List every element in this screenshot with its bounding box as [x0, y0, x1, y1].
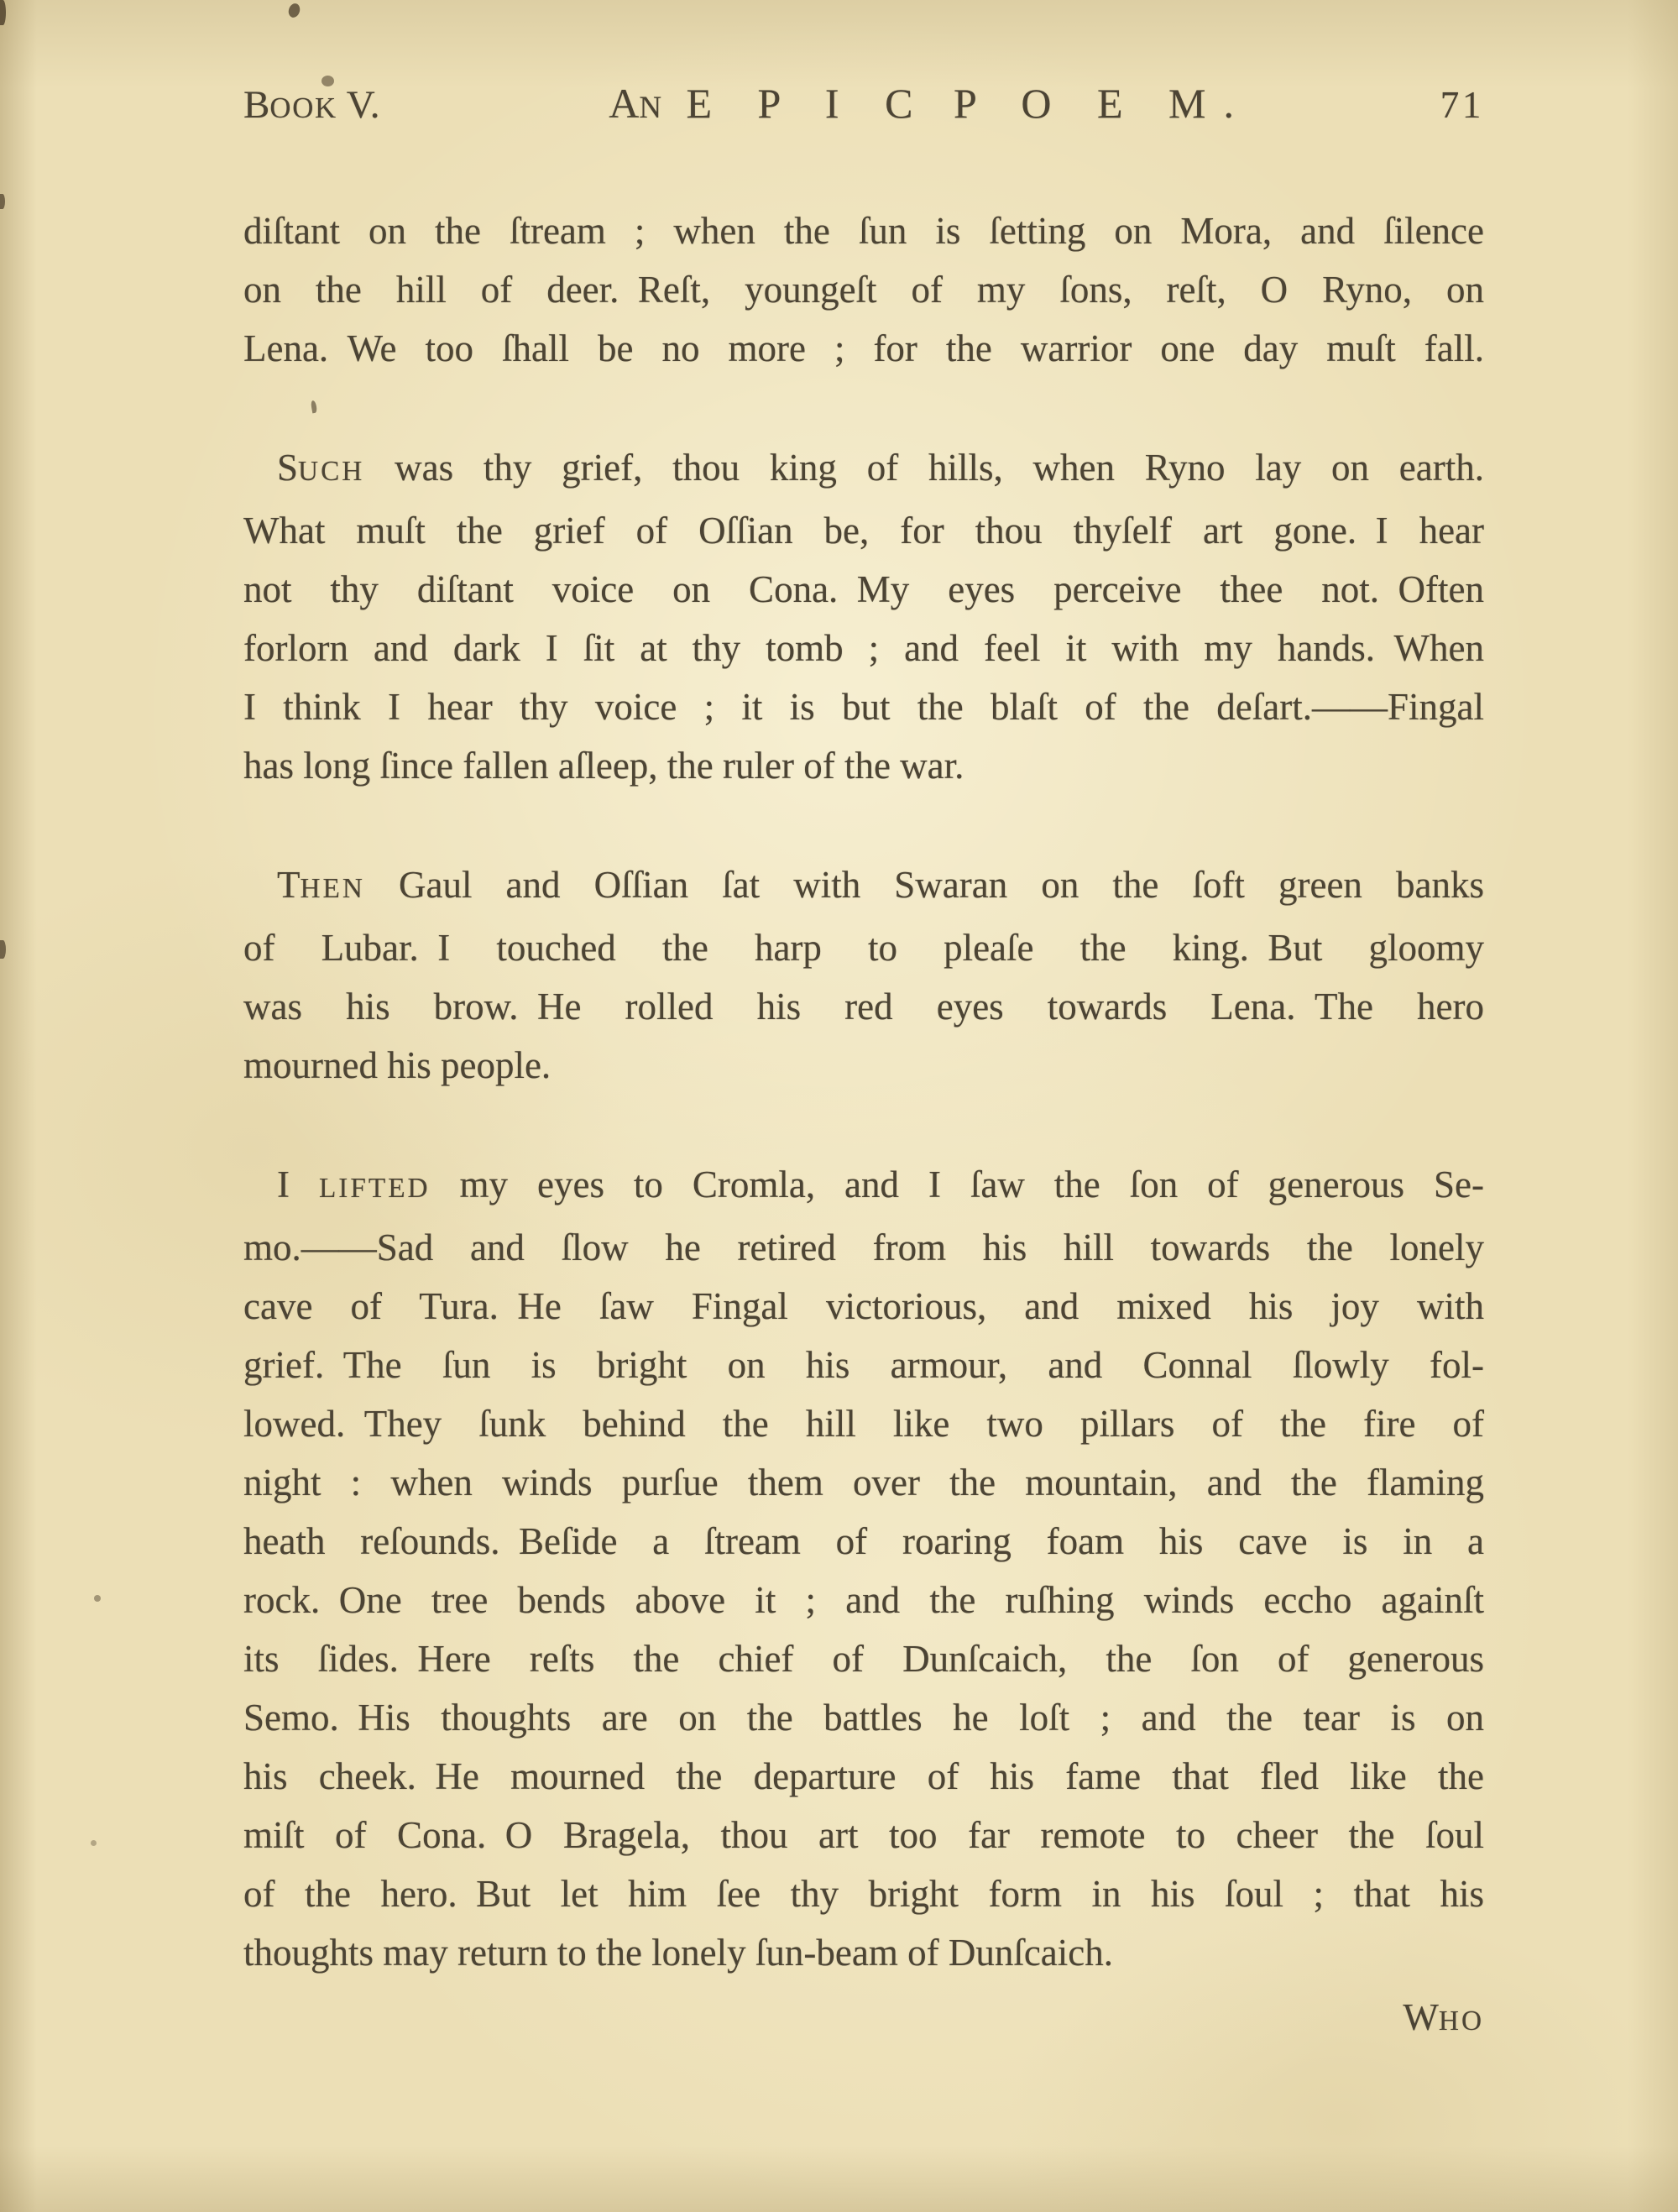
- paragraph: [243, 1155, 1484, 1982]
- book-label-smallcaps: OOK: [269, 92, 337, 124]
- book-label-cap: B: [243, 83, 270, 127]
- paragraph: [243, 855, 1484, 1095]
- line-text: of Lubar. I touched the harp to pleaſe the king. But gloomy: [243, 927, 1484, 969]
- line-text: thoughts may return to the lonely ſun-beam of Dunſcaich.: [243, 1932, 1113, 1974]
- catchword-cap: W: [1403, 1996, 1439, 2038]
- line-text: rock. One tree bends above it ; and the ruſhing winds eccho againſt: [243, 1579, 1484, 1621]
- text-line: [243, 1512, 1484, 1571]
- text-line: [243, 201, 1484, 260]
- text-line: [243, 1806, 1484, 1864]
- text-line: [243, 977, 1484, 1036]
- text-line: [243, 1629, 1484, 1688]
- title-poem: P O E M.: [953, 80, 1252, 127]
- line-text: my eyes to Cromla, and I ſaw the ſon of generous Se-: [430, 1164, 1484, 1205]
- line-text: mourned his people.: [243, 1044, 551, 1086]
- title-smallcaps: N: [639, 91, 663, 125]
- lead-smallcaps: UCH: [298, 456, 365, 487]
- text-line: [243, 560, 1484, 619]
- line-text: of the hero. But let him ſee thy bright form in his ſoul ; that his: [243, 1873, 1484, 1915]
- text-line: [243, 1277, 1484, 1336]
- line-text: cave of Tura. He ſaw Fingal victorious, and mixed his joy with: [243, 1285, 1484, 1327]
- scan-artifact: [0, 0, 6, 25]
- text-line: [243, 260, 1484, 319]
- text-line: [243, 501, 1484, 560]
- line-text: his cheek. He mourned the departure of his fame that fled like the: [243, 1755, 1484, 1797]
- scan-artifact: [0, 194, 5, 209]
- line-text: was his brow. He rolled his red eyes towards Lena. The hero: [243, 986, 1484, 1028]
- lead-smallcaps: LIFTED: [318, 1173, 431, 1204]
- scan-artifact: [0, 940, 6, 959]
- line-text: I think I hear thy voice ; it is but the blaſt of the deſart.——Fingal: [243, 686, 1484, 728]
- page-header: [243, 79, 1484, 128]
- text-line: [243, 619, 1484, 677]
- catchword: [243, 1988, 1484, 2051]
- catchword-smallcaps: HO: [1438, 2005, 1484, 2037]
- text-line: [243, 319, 1484, 378]
- text-line: [243, 1394, 1484, 1453]
- scan-artifact: [287, 2, 302, 18]
- text-line: [243, 918, 1484, 977]
- line-text: was thy grief, thou king of hills, when Ryno lay on earth.: [364, 447, 1484, 489]
- line-text: mo.——Sad and ſlow he retired from his hill towards the lonely: [243, 1226, 1484, 1268]
- text-line: [243, 1923, 1484, 1982]
- line-text: not thy diſtant voice on Cona. My eyes perceive thee not. Often: [243, 568, 1484, 610]
- book-label: [243, 82, 379, 128]
- line-text: What muſt the grief of Oſſian be, for thou thyſelf art gone. I hear: [243, 510, 1484, 552]
- line-text: grief. The ſun is bright on his armour, and Connal ſlowly fol-: [243, 1344, 1484, 1386]
- line-text: Lena. We too ſhall be no more ; for the warrior one day muſt fall.: [243, 327, 1484, 369]
- page-body: [243, 201, 1484, 1982]
- text-line: [243, 1571, 1484, 1629]
- line-text: night : when winds purſue them over the mountain, and the flaming: [243, 1462, 1484, 1503]
- line-text: forlorn and dark I ſit at thy tomb ; and feel it with my hands. When: [243, 627, 1484, 669]
- scan-artifact: [91, 1840, 97, 1846]
- line-text: Gaul and Oſſian ſat with Swaran on the ſoft green banks: [364, 864, 1484, 906]
- text-line: [243, 438, 1484, 501]
- line-text: lowed. They ſunk behind the hill like two pillars of the fire of: [243, 1403, 1484, 1445]
- title-cap: A: [609, 80, 640, 127]
- text-line: [243, 1864, 1484, 1923]
- lead-smallcaps: HEN: [300, 873, 365, 904]
- line-text: on the hill of deer. Reſt, youngeſt of my ſons, reſt, O Ryno, on: [243, 269, 1484, 311]
- page-title: [609, 79, 1252, 128]
- lead-capital: T: [277, 864, 301, 906]
- text-line: [243, 1747, 1484, 1806]
- line-text: diſtant on the ſtream ; when the ſun is ſetting on Mora, and ſilence: [243, 210, 1484, 252]
- page-number: 71: [1440, 84, 1484, 126]
- text-line: [243, 855, 1484, 918]
- text-line: [243, 736, 1484, 795]
- title-epic: E P I C: [686, 80, 931, 127]
- lead-capital: I: [277, 1164, 319, 1205]
- text-line: [243, 1218, 1484, 1277]
- lead-capital: S: [277, 447, 299, 489]
- text-line: [243, 1688, 1484, 1747]
- line-text: miſt of Cona. O Bragela, thou art too far remote to cheer the ſoul: [243, 1814, 1484, 1856]
- scan-artifact: [94, 1595, 101, 1602]
- line-text: its ſides. Here reſts the chief of Dunſcaich, the ſon of generous: [243, 1638, 1484, 1680]
- text-line: [243, 1036, 1484, 1095]
- line-text: has long ſince fallen aſleep, the ruler of the war.: [243, 745, 964, 787]
- text-line: [243, 1453, 1484, 1512]
- book-label-number: V.: [337, 83, 380, 127]
- text-line: [243, 677, 1484, 736]
- text-line: [243, 1155, 1484, 1218]
- text-line: [243, 1336, 1484, 1394]
- paragraph: [243, 438, 1484, 795]
- paragraph: [243, 201, 1484, 378]
- line-text: heath reſounds. Beſide a ſtream of roaring foam his cave is in a: [243, 1520, 1484, 1562]
- line-text: Semo. His thoughts are on the battles he loſt ; and the tear is on: [243, 1697, 1484, 1739]
